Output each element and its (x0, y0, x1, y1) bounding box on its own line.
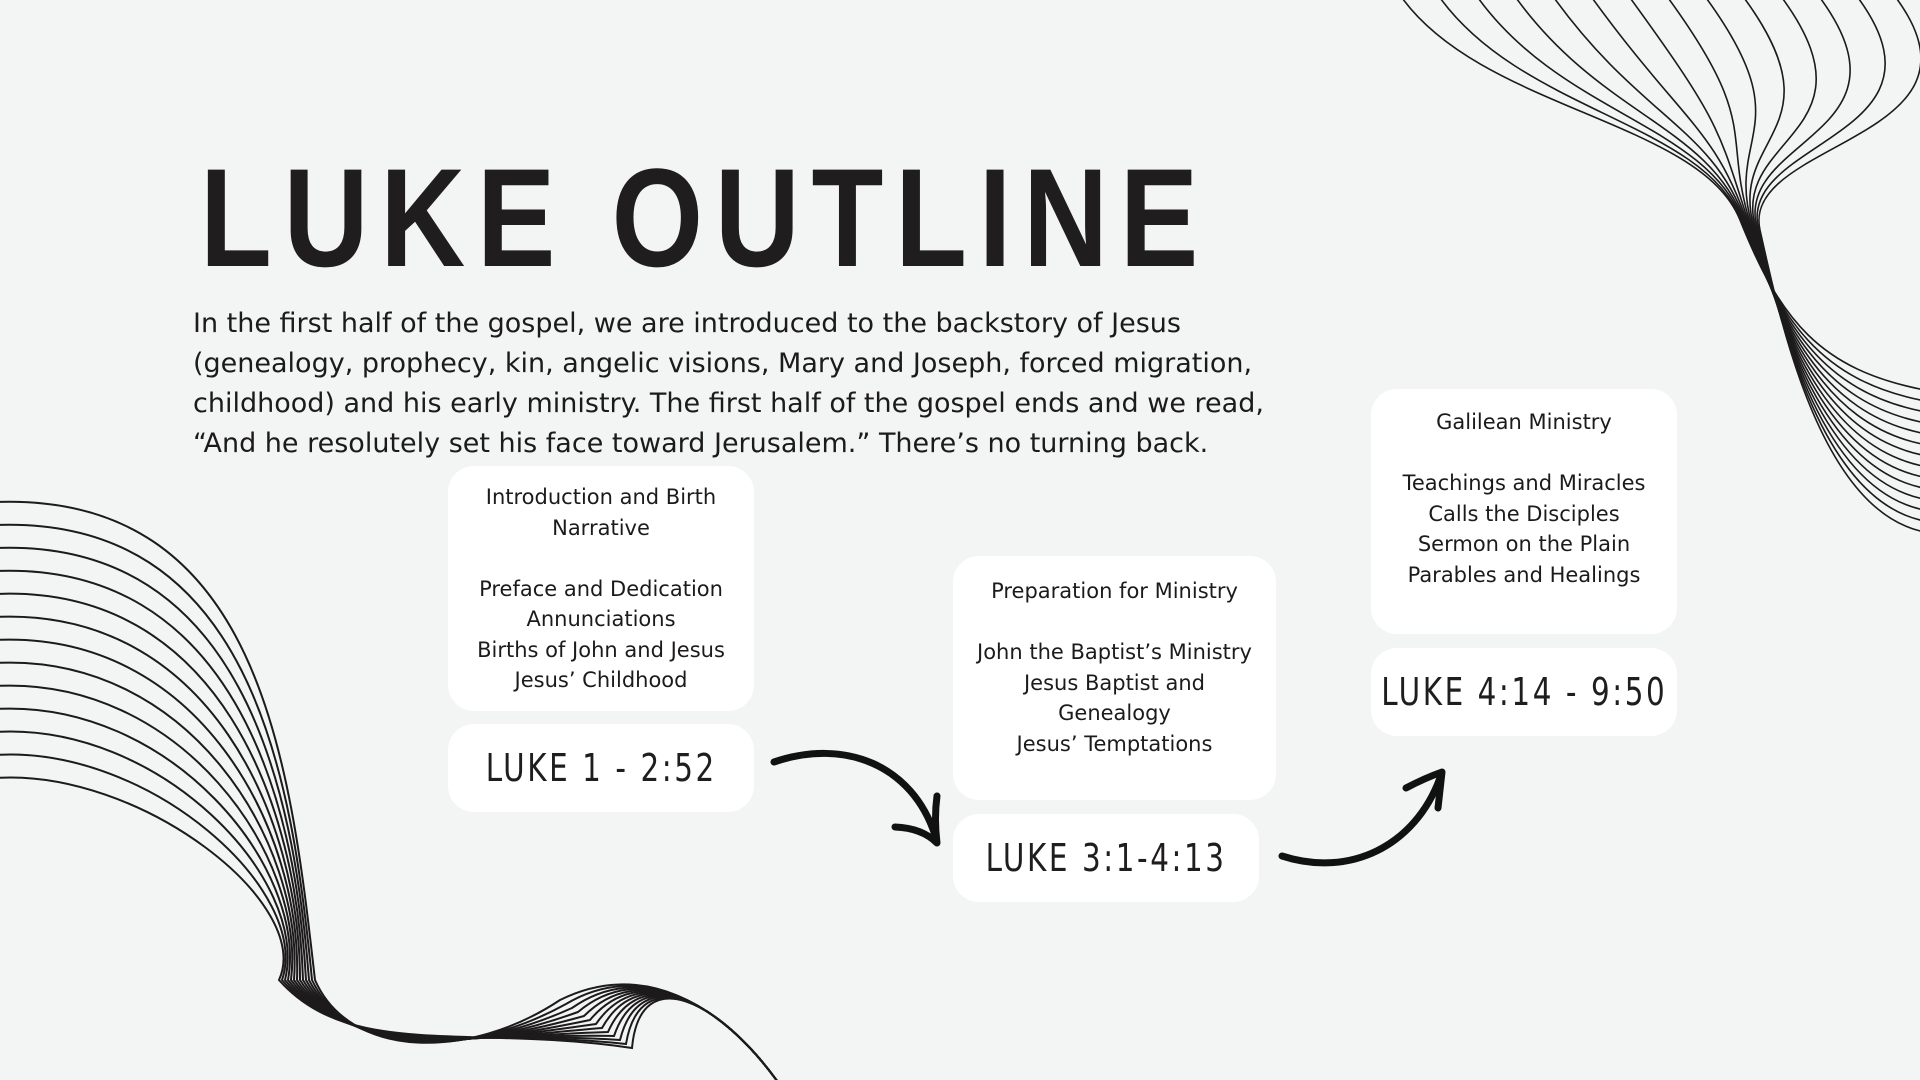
intro-line: In the first half of the gospel, we are introduced to the backstory of Jesus (193, 308, 1181, 339)
section-card-preparation (953, 556, 1276, 800)
section-heading: Introduction and Birth (485, 485, 717, 509)
wave-line (1753, 0, 1920, 499)
reference-badge (953, 814, 1259, 902)
section-item: John the Baptist’s Ministry (977, 640, 1252, 664)
intro-paragraph (193, 304, 1343, 464)
intro-line: “And he resolutely set his face toward Jerusalem.” There’s no turning back. (193, 428, 1209, 459)
section-heading: Galilean Ministry (1436, 410, 1612, 434)
section-card-galilean-ministry (1371, 389, 1677, 634)
wave-line (1400, 0, 1920, 390)
wave-line (1514, 0, 1920, 423)
wave-line (1666, 0, 1920, 466)
reference-badge (1371, 648, 1677, 736)
section-item: Jesus Baptist and (1023, 670, 1205, 695)
section-item: Genealogy (1058, 701, 1171, 725)
section-item: Calls the Disciples (1428, 501, 1620, 526)
section-card-birth-narrative (448, 466, 754, 711)
section-item: Teachings and Miracles (1402, 471, 1646, 495)
page-title: LUKE OUTLINE (200, 139, 1211, 296)
intro-line: (genealogy, prophecy, kin, angelic visions, Mary and Joseph, forced migration, (193, 348, 1253, 379)
wave-line (0, 777, 780, 1080)
wave-line (1757, 0, 1920, 521)
wave-line (1438, 0, 1920, 401)
reference-text: LUKE 4:14 - 9:50 (1380, 670, 1668, 714)
section-item: Parables and Healings (1407, 562, 1641, 587)
wave-line (1755, 0, 1920, 510)
intro-line: childhood) and his early ministry. The first half of the gospel ends and we read, (193, 388, 1264, 419)
section-item-list (953, 637, 1276, 759)
wave-line (1628, 0, 1920, 456)
section-heading: Narrative (552, 515, 650, 540)
section-item-list (448, 574, 754, 696)
section-item: Annunciations (526, 607, 676, 631)
section-heading: Preparation for Ministry (991, 579, 1238, 603)
reference-badge (448, 724, 754, 812)
wave-line (1742, 0, 1920, 488)
section-item: Jesus’ Childhood (514, 668, 688, 692)
wave-line (1552, 0, 1920, 434)
section-item-list (1371, 468, 1677, 590)
section-item: Births of John and Jesus (477, 637, 725, 662)
wave-line (1759, 0, 1920, 532)
wave-line (1590, 0, 1920, 445)
wave-line (1476, 0, 1920, 412)
section-item: Jesus’ Temptations (1016, 731, 1213, 756)
reference-text: LUKE 1 - 2:52 (485, 746, 717, 790)
wave-line (1704, 0, 1920, 477)
reference-text: LUKE 3:1-4:13 (985, 836, 1227, 880)
section-item: Preface and Dedication (479, 576, 723, 601)
section-item: Sermon on the Plain (1417, 532, 1631, 556)
